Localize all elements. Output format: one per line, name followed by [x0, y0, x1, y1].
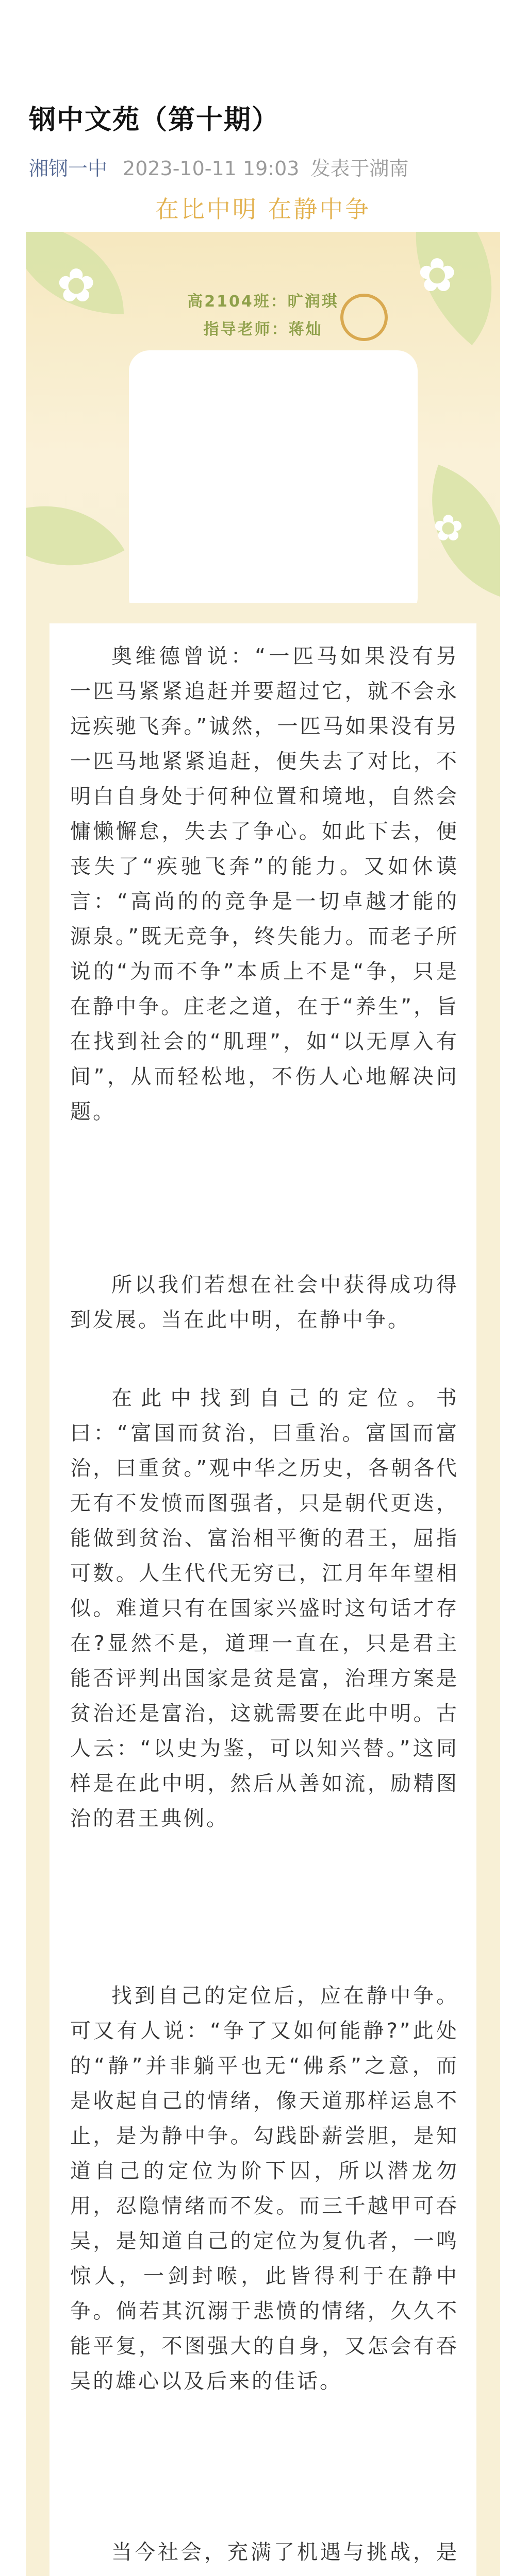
article-title: 钢中文苑（第十期）: [29, 105, 280, 135]
publish-datetime: 2023-10-11 19:03: [123, 157, 300, 180]
banner-motto: 在比中明 在静中争: [155, 195, 371, 223]
leaf-decoration-icon: [26, 470, 125, 602]
flower-icon: ✿: [418, 248, 457, 302]
banner-panel: [129, 350, 418, 603]
article-paragraph: 当今社会，充满了机遇与挑战，是: [111, 2540, 459, 2564]
flower-icon: ✿: [57, 259, 96, 313]
teacher-credit: 指导老师：蒋灿: [203, 320, 323, 338]
article-meta: [29, 152, 420, 181]
article-paragraph: 所以我们若想在社会中获得成功得到发展。当在此中明，在静中争。: [70, 1273, 459, 1332]
header-banner: [26, 232, 500, 603]
article-paragraph: 在此中找到自己的定位。书曰：“富国而贫治，曰重治。富国而富治，曰重贫。”观中华之历史，各朝各代无有不发愤而图强者，只是朝代更迭，能做到贫治、富治相平衡的君王，屈指可数。人生代代无穷已，江月年年望相似。难道只有在国家兴盛时这句话才存在?显然不是，道理一直在，只是君主能否评判出国家是贫是富，治理方案是贫治还是富治，这就需要在此中明。古人云：“以史为鉴，可以知兴替。”这同样是在此中明，然后从善如流，励精图治的君王典例。: [70, 1386, 459, 1831]
flower-icon: ✿: [433, 507, 464, 549]
article-paragraph: 奥维德曾说：“一匹马如果没有另一匹马紧紧追赶并要超过它，就不会永远疾驰飞奔。”诚然，一匹马如果没有另一匹马地紧紧追赶，便失去了对比，不明白自身处于何种位置和境地，自然会慵懒懈怠，失去了争心。如此下去，便丧失了“疾驰飞奔”的能力。又如休谟言：“高尚的的竞争是一切卓越才能的源泉。”既无竞争，终失能力。而老子所说的“为而不争”本质上不是“争，只是在静中争。庄老之道，在于“养生”，旨在找到社会的“肌理”，如“以无厚入有间”，从而轻松地，不伤人心地解决问题。: [70, 645, 459, 1124]
article-paragraph: 找到自己的定位后，应在静中争。可又有人说：“争了又如何能静?”此处的“静”并非躺平也无“佛系”之意，而是收起自己的情绪，像天道那样运息不止，是为静中争。勾践卧薪尝胆，是知道自己的定位为阶下囚，所以潜龙勿用，忍隐情绪而不发。而三千越甲可吞吴，是知道自己的定位为复仇者，一鸣惊人，一剑封喉，此皆得利于在静中争。倘若其沉溺于悲愤的情绪，久久不能平复，不图强大的自身，又怎会有吞吴的雄心以及后来的佳话。: [70, 1984, 459, 2393]
account-link[interactable]: 湘钢一中: [29, 157, 108, 180]
publish-location: 发表于湖南: [310, 157, 409, 180]
author-credit: 高2104班：旷润琪: [187, 293, 339, 311]
